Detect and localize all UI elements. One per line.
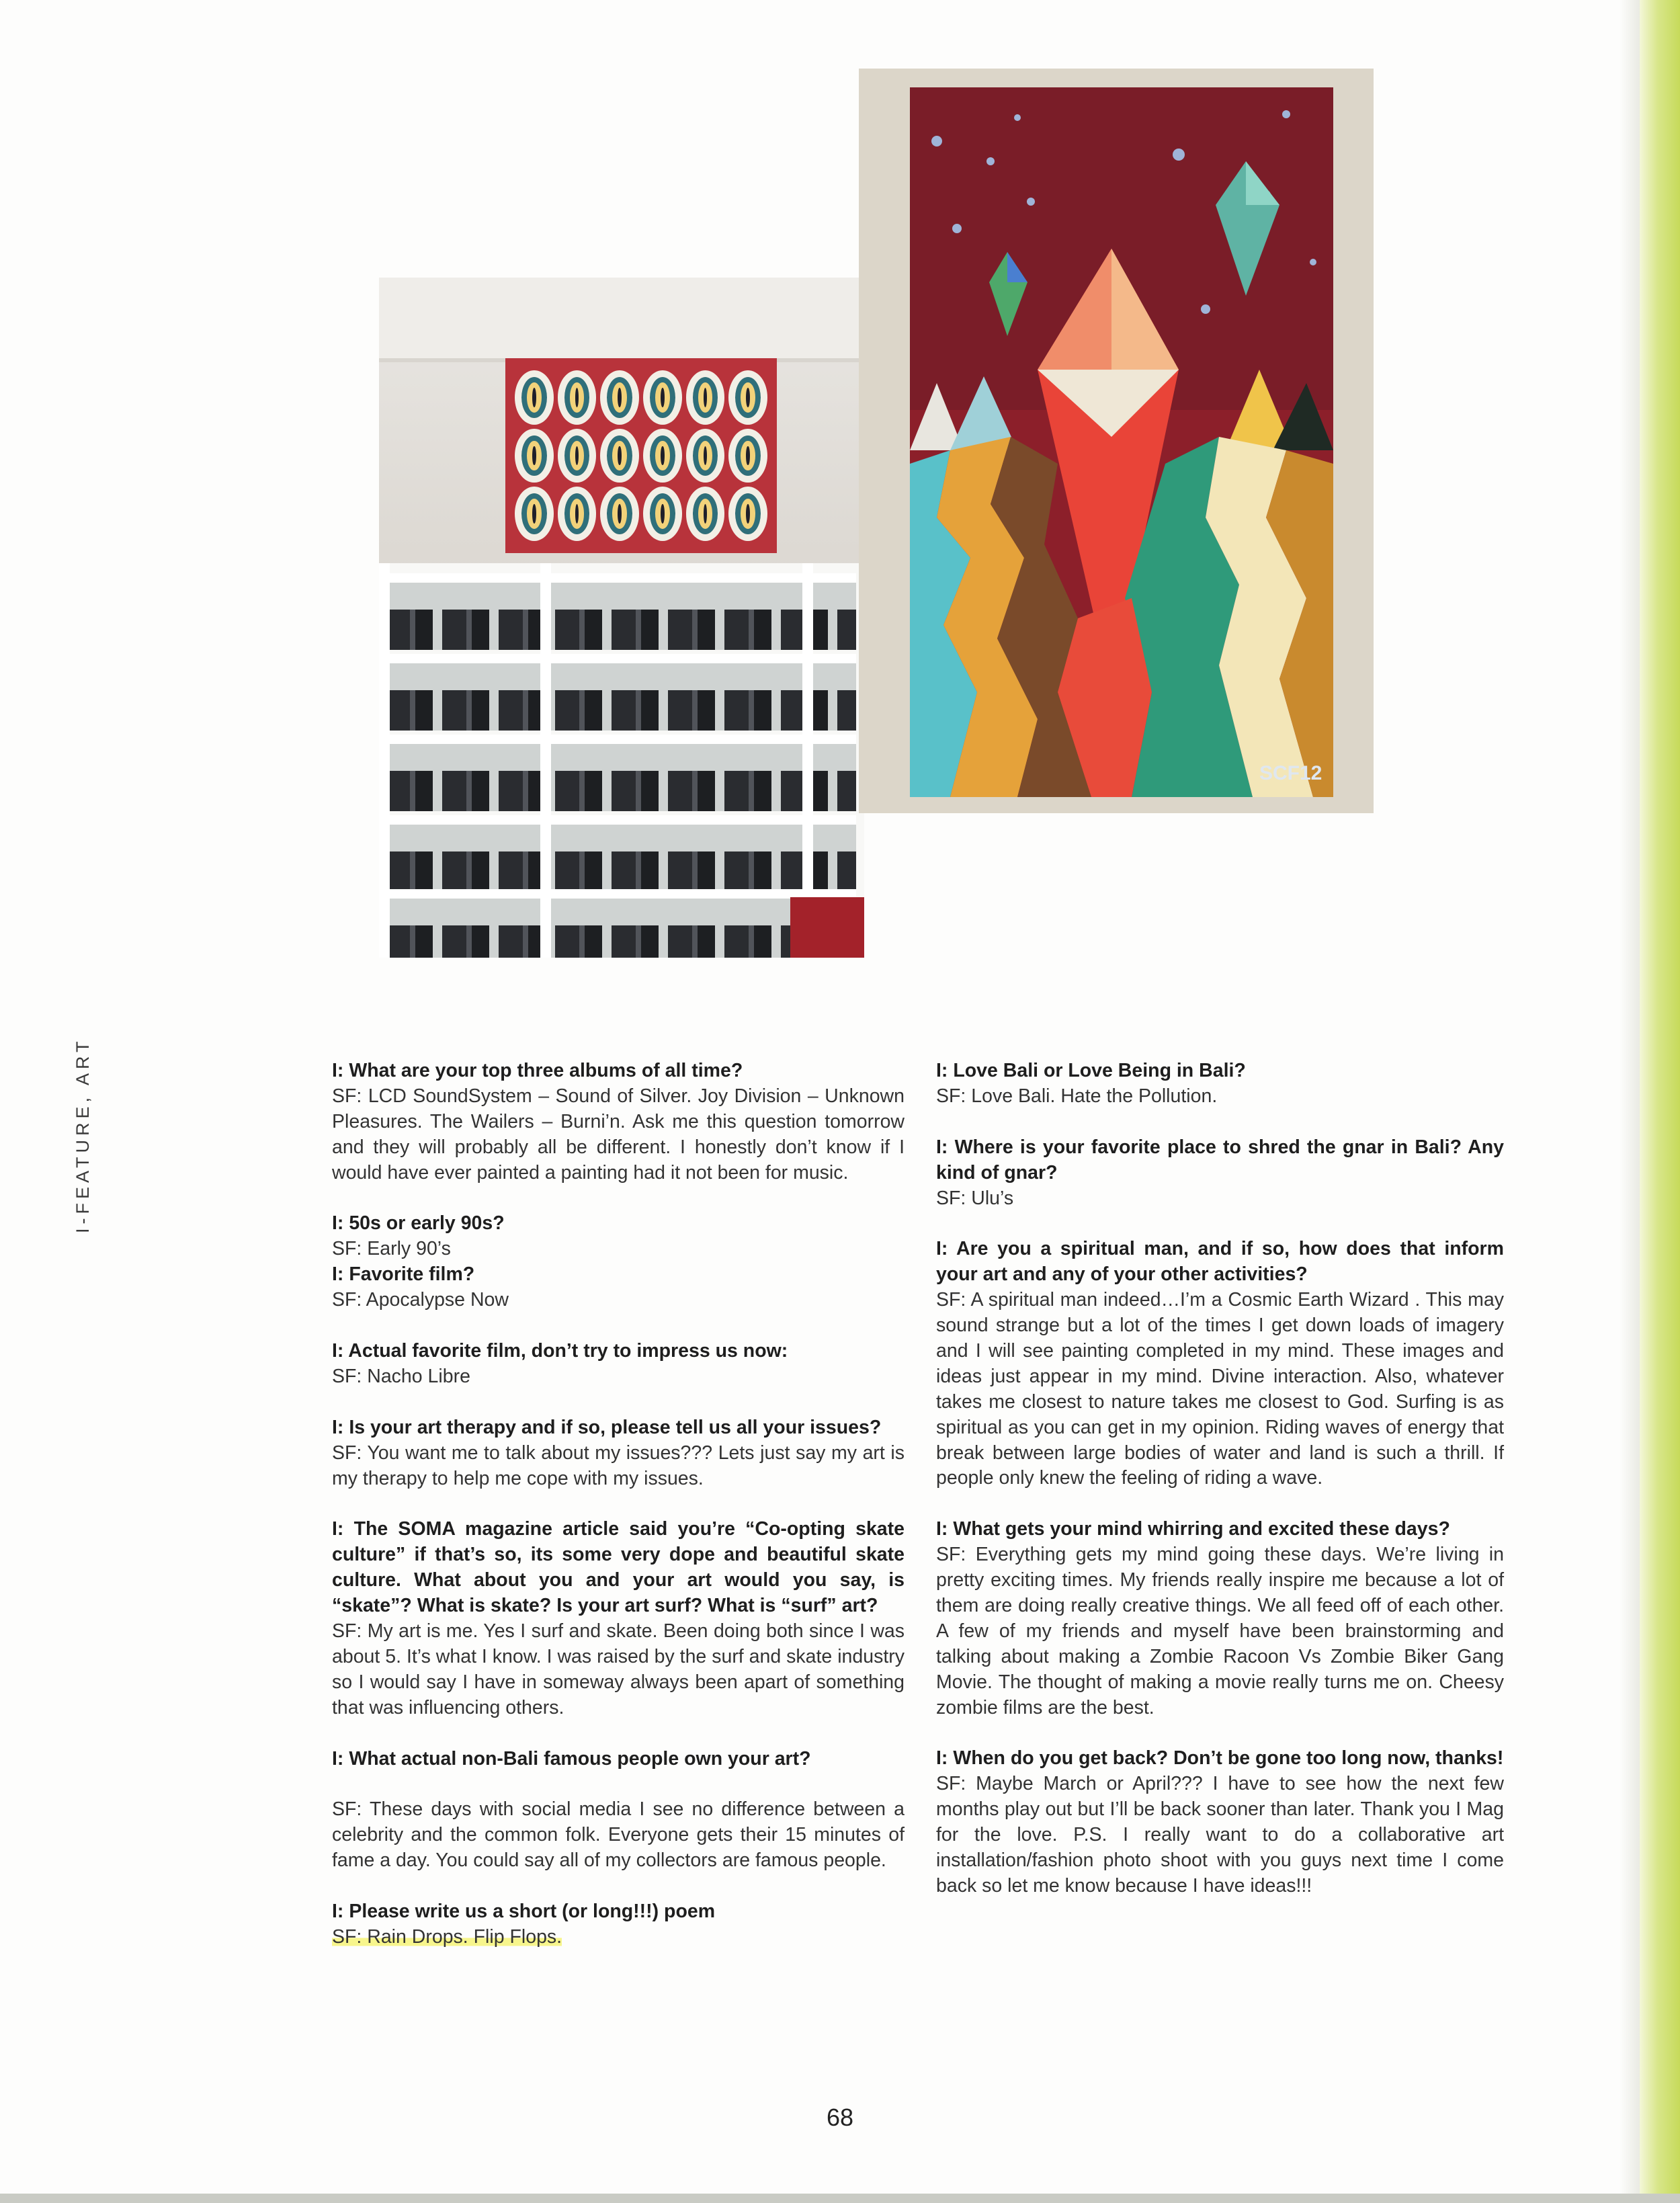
answer: SF: Everything gets my mind going these days. We’re living in pretty exciting times. My friends really inspire me because a lot of them are doing really creative things. We all feed off of each other. A few of my friends and myself have been brainstorming and talking about making a Zombie Racoon Vs Zombie Biker Gang Movie. The thought of making a movie really turns me on. Cheesy zombie films are the best. [936,1544,1504,1718]
answer: SF: Ulu’s [936,1187,1014,1209]
qa-block [332,1058,905,1186]
answer: SF: Nacho Libre [332,1365,470,1387]
qa-block [332,1211,905,1262]
qa-block [332,1415,905,1492]
question: I: The SOMA magazine article said you’re “Co-opting skate culture” if that’s so, its some very dope and beautiful skate culture. What about you and your art would you say, is “skate”? What is skate? Is your art surf? What is “surf” art? [332,1518,905,1617]
answer: SF: My art is me. Yes I surf and skate. Been doing both since I was about 5. It’s what I know. I was raised by the surf and skate industry so I would say I have in someway always been apart of something that was influencing others. [332,1620,905,1718]
qa-block [936,1058,1504,1110]
painting-signature: SCF12 [1259,762,1322,784]
qa-block [332,1262,905,1313]
question: I: What gets your mind whirring and excited these days? [936,1518,1450,1540]
crystal-painting [910,87,1333,797]
answer: SF: Apocalypse Now [332,1289,509,1311]
answer: SF: LCD SoundSystem – Sound of Silver. Joy Division – Unknown Pleasures. The Wailers – Burni’n. Ask me this question tomorrow and they will probably all be different. I honestly don’t know if I would have ever painted a painting had it not been for music. [332,1085,905,1183]
question: I: Where is your favorite place to shred the gnar in Bali? Any kind of gnar? [936,1136,1504,1183]
question: I: Are you a spiritual man, and if so, how does that inform your art and any of your other activities? [936,1238,1504,1286]
page-number: 68 [826,2104,854,2131]
interview-right-column [936,1058,1504,1925]
qa-block [332,1339,905,1390]
answer: SF: Love Bali. Hate the Pollution. [936,1085,1218,1107]
question: I: Favorite film? [332,1263,475,1286]
red-bench [790,897,864,958]
answer: SF: A spiritual man indeed…I’m a Cosmic Earth Wizard . This may sound strange but a lot of the times I get down loads of imagery and I will see painting completed in my mind. These images and ideas just appear in my mind. Divine interaction. Also, whatever takes me closest to nature takes me closest to God. Surfing is as spiritual as you can get in my opinion. Riding waves of energy that break between large bodies of water and land is such a thrill. If people only knew the feeling of riding a wave. [936,1289,1504,1489]
question: I: 50s or early 90s? [332,1212,505,1235]
qa-block [936,1517,1504,1720]
qa-block [936,1237,1504,1491]
question: I: Love Bali or Love Being in Bali? [936,1060,1246,1081]
qa-block [936,1746,1504,1899]
question: I: Is your art therapy and if so, please tell us all your issues? [332,1416,882,1438]
highlighted-answer: SF: Rain Drops. Flip Flops. [332,1926,562,1948]
answer: SF: You want me to talk about my issues??? Lets just say my art is my therapy to help me cope with my issues. [332,1442,905,1489]
qa-block [332,1517,905,1720]
ceiling [379,278,864,362]
answer: SF: Early 90’s [332,1238,451,1260]
qa-block [332,1899,905,1950]
question: I: What actual non-Bali famous people own your art? [332,1747,811,1770]
question: I: Actual favorite film, don’t try to impress us now: [332,1340,788,1362]
section-label: I-FEATURE, ART [73,1037,93,1233]
answer: SF: These days with social media I see no difference between a celebrity and the common folk. Everyone gets their 15 minutes of fame a day. You could say all of my collectors are famous people. [332,1798,905,1872]
question: I: Please write us a short (or long!!!) poem [332,1901,716,1923]
interview-left-column [332,1058,905,1976]
question: I: What are your top three albums of all time? [332,1060,743,1081]
geometric-painting-photo [859,69,1374,813]
qa-block [936,1135,1504,1212]
scan-bottom-strip [0,2194,1680,2203]
page-edge-yellow [1640,0,1680,2203]
shop-interior-photo [379,278,864,958]
page-edge-shadow [1620,0,1640,2203]
question: I: When do you get back? Don’t be gone too long now, thanks! [936,1747,1504,1770]
answer: SF: Maybe March or April??? I have to see how the next few months play out but I’ll be back sooner than later. Thank you I Mag for the love. P.S. I really want to do a collaborative art installation/fashion photo shoot with you guys next time I come back so let me know because I have ideas!!! [936,1773,1504,1897]
circles-painting [505,358,777,553]
qa-block [332,1747,905,1874]
